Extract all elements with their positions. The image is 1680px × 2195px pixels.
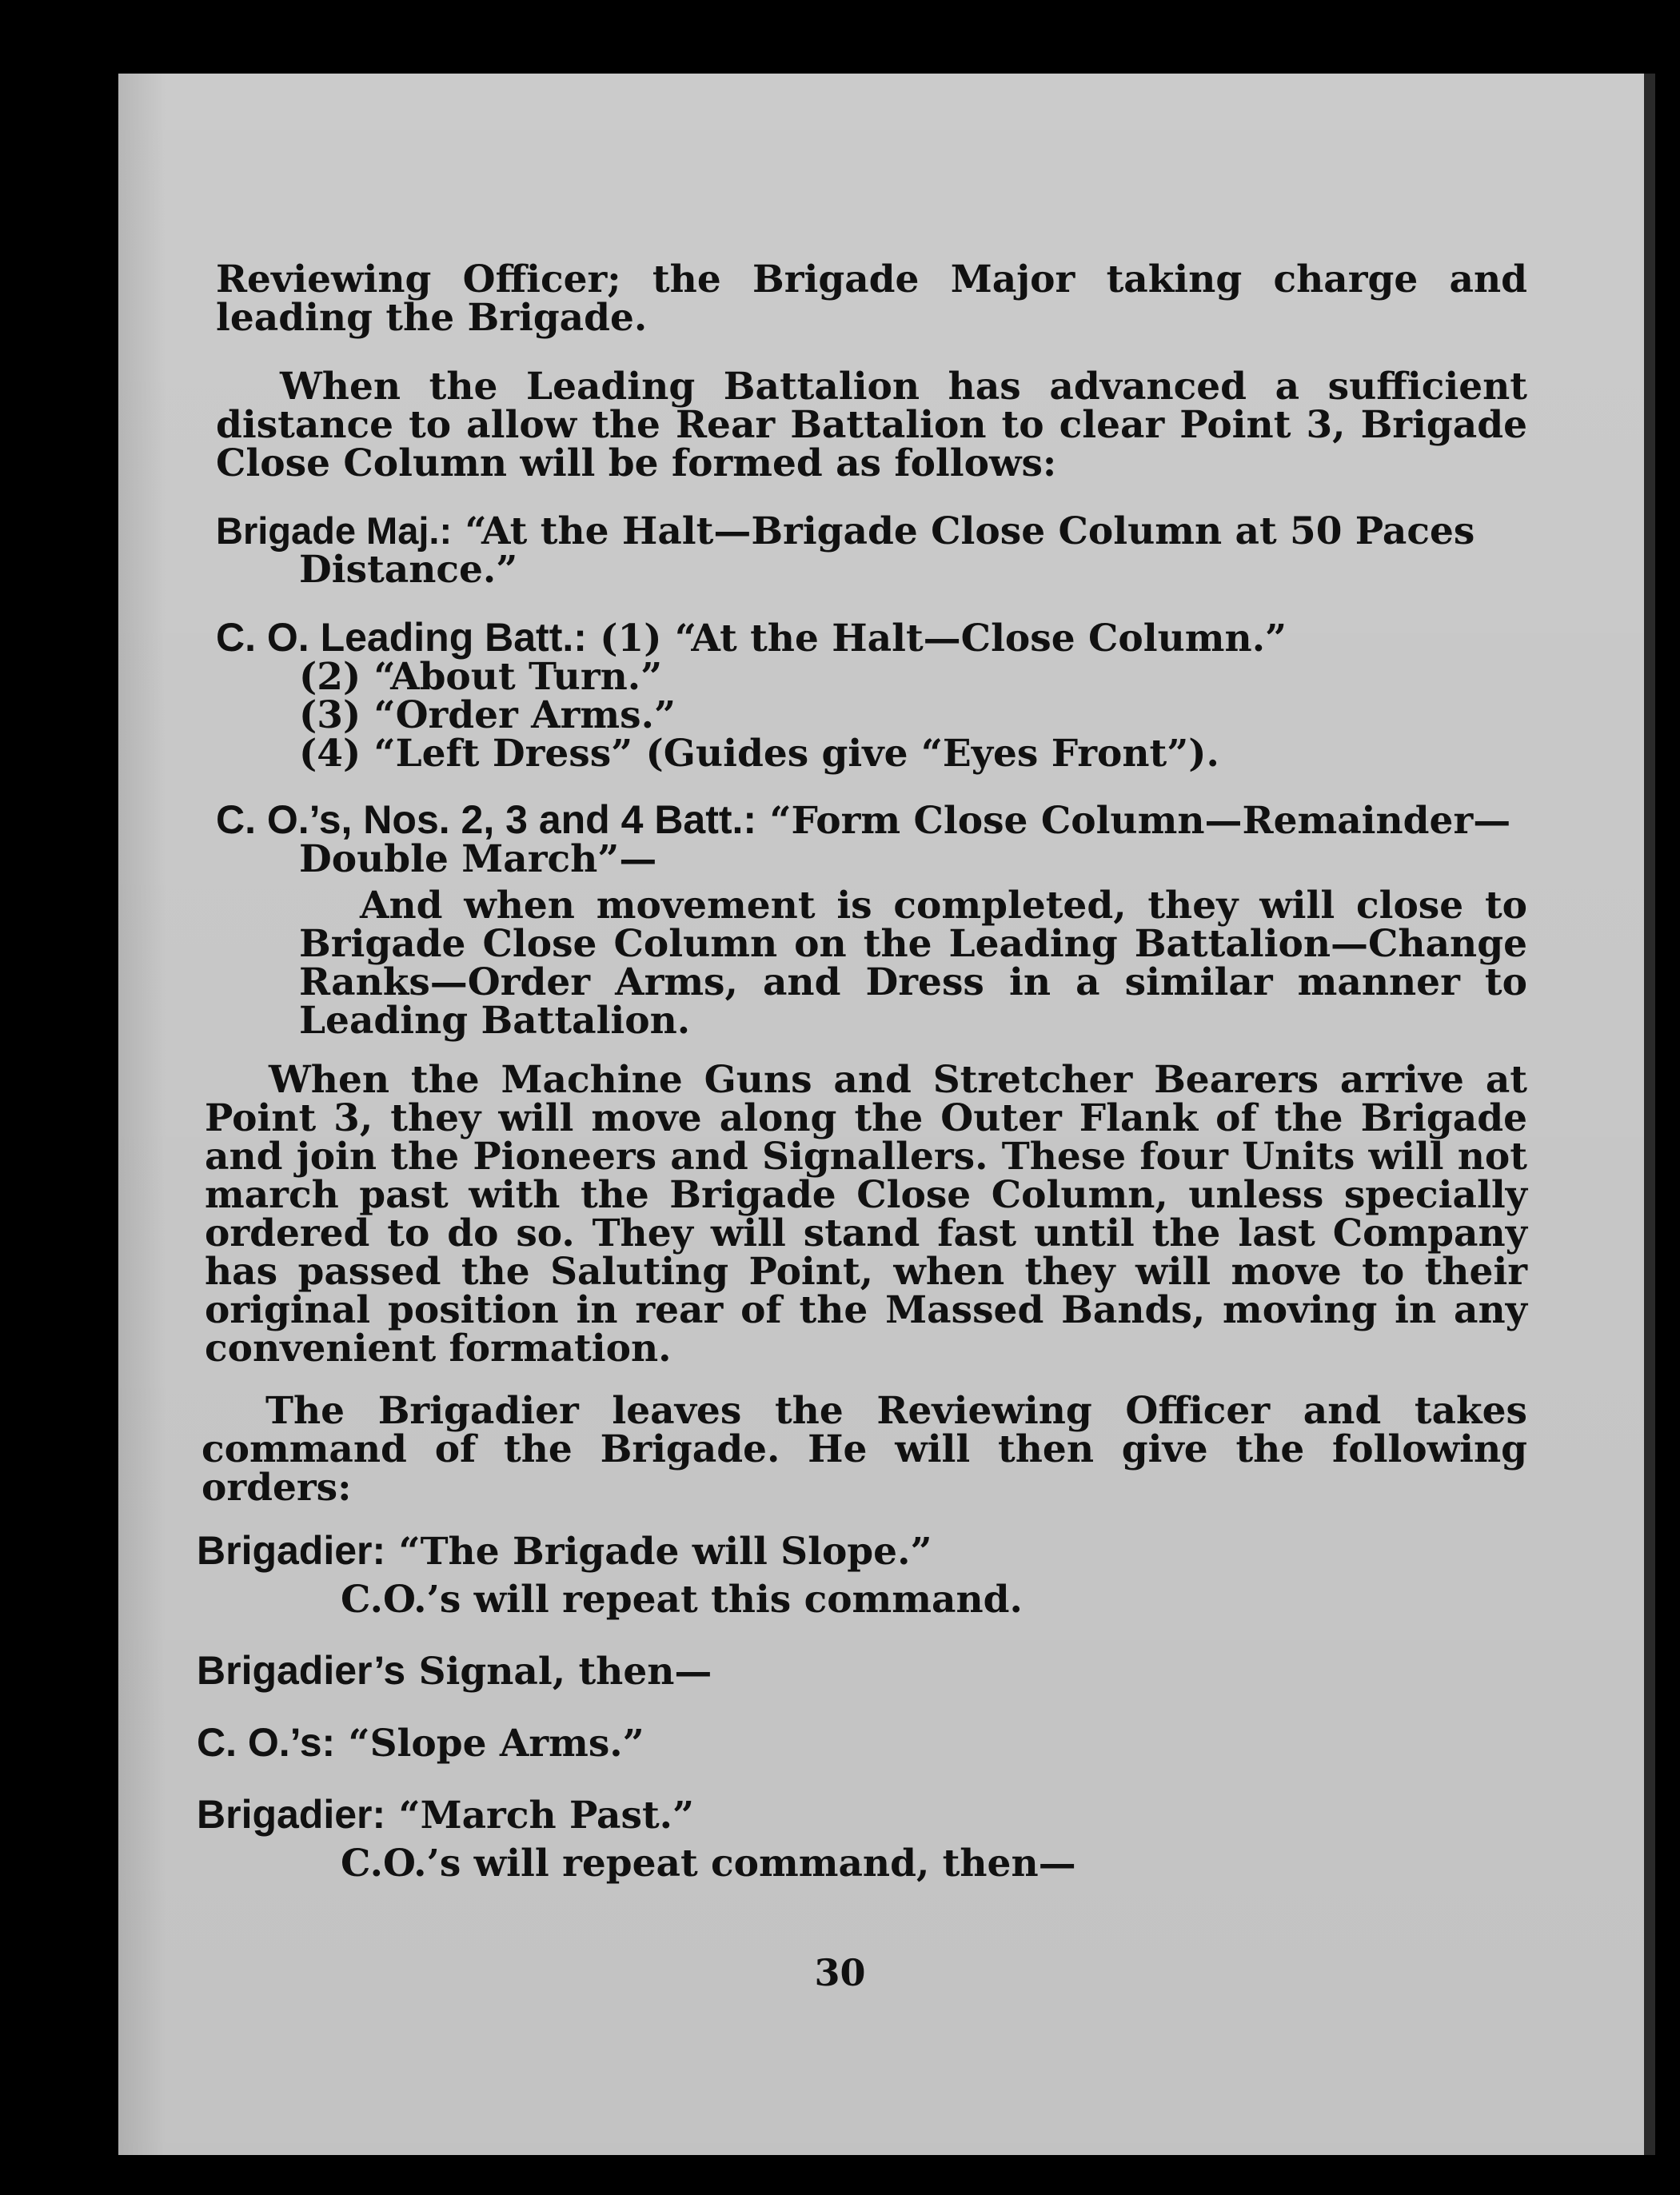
speaker-label: Brigadier’s: [197, 1648, 406, 1693]
paragraph-2: When the Leading Battalion has advanced a sufficient distance to allow the Rear Battalion to clear Point 3, Brigade Close Column will be formed as follows:: [216, 365, 1527, 485]
order-item: [197, 1528, 1527, 1574]
speaker-label: Brigade Maj.:: [216, 509, 453, 552]
command-text: “Form Close Column—Remainder—Double March”—: [299, 799, 1511, 881]
order-item: [197, 1720, 1527, 1766]
paragraph-4: The Brigadier leaves the Reviewing Officer and takes command of the Brigade. He will then give the following orders:: [202, 1389, 1527, 1510]
page-text: [197, 257, 1527, 1886]
paragraph-1: Reviewing Officer; the Brigade Major taking charge and leading the Brigade.: [216, 257, 1527, 340]
page-edge: [1644, 74, 1655, 2155]
speaker-label: C. O.’s, Nos. 2, 3 and 4 Batt.:: [216, 797, 757, 842]
command-leading-batt: [216, 615, 1527, 776]
speaker-label: C. O. Leading Batt.:: [216, 615, 587, 660]
order-text: “The Brigade will Slope.”: [398, 1530, 932, 1574]
command-brigade-major: [216, 509, 1527, 592]
command-text: “At the Halt—Brigade Close Column at 50 Paces Distance.”: [299, 509, 1475, 592]
order-item: [197, 1792, 1527, 1838]
command-other-batts: [216, 797, 1527, 881]
order-item: [197, 1648, 1527, 1694]
command-line: (4) “Left Dress” (Guides give “Eyes Front”).: [299, 732, 1219, 776]
page-number: 30: [814, 1951, 866, 1994]
speaker-label: Brigadier:: [197, 1528, 386, 1573]
paragraph-3: When the Machine Guns and Stretcher Bearers arrive at Point 3, they will move along the Outer Flank of the Brigade and join the Pioneers and Signallers. These four Units will not march past with the Brigade Close Column, unless specially ordered to do so. They will stand fast until the last Company has passed the Saluting Point, when they will move to their original position in rear of the Massed Bands, moving in any convenient formation.: [205, 1058, 1527, 1371]
speaker-label: C. O.’s:: [197, 1720, 336, 1765]
order-followup: C.O.’s will repeat this command.: [341, 1578, 1023, 1622]
command-followup: [216, 884, 1527, 1043]
order-text: “March Past.”: [398, 1794, 695, 1838]
order-followup: C.O.’s will repeat command, then—: [341, 1842, 1076, 1886]
orders-list: [197, 1528, 1527, 1886]
command-text: (1) “At the Halt—Close Column.”: [600, 617, 1287, 660]
followup-text: And when movement is completed, they will close to Brigade Close Column on the Leading Battalion—Change Ranks—Order Arms, and Dress in a similar manner to Leading Battalion.: [299, 884, 1527, 1043]
order-text: Signal, then—: [418, 1650, 712, 1694]
order-text: “Slope Arms.”: [348, 1722, 644, 1766]
speaker-label: Brigadier:: [197, 1792, 386, 1837]
command-line: (2) “About Turn.”: [299, 655, 663, 699]
command-line: (3) “Order Arms.”: [299, 693, 676, 737]
